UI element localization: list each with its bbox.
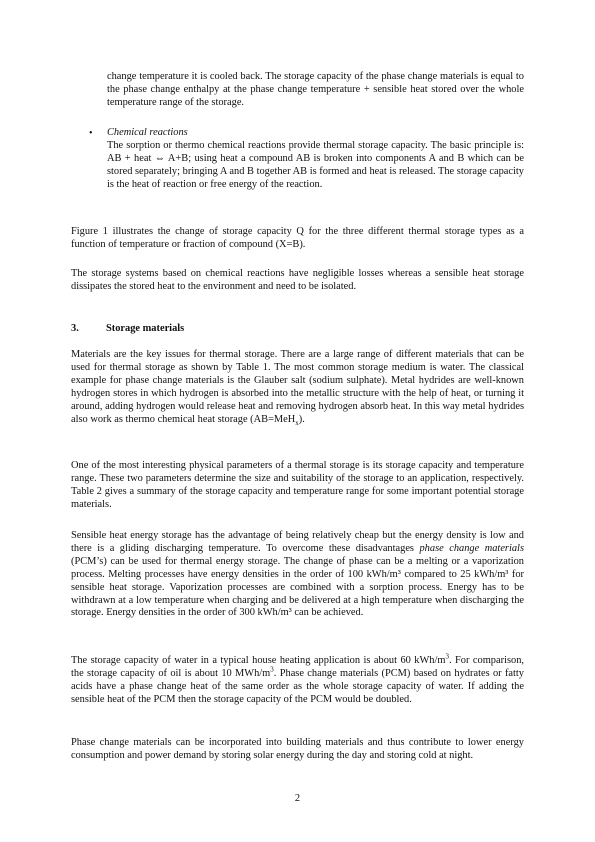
bullet-marker: • <box>89 128 93 139</box>
parameters-paragraph: One of the most interesting physical parameters of a thermal storage is its storage capacity and temperature range. These two parameters determine the size and suitability of the storage to an application, respectively. Table 2 gives a summary of the storage capacity and temperature range for some important potential storage materials. <box>71 460 524 510</box>
chemical-reactions-text: The sorption or thermo chemical reactions provide thermal storage capacity. The basic principle is: AB + heat ⇔ A+B; using heat a compound AB is broken into components A and B which can be stored separately; bringing A and B together AB is formed and heat is released. The storage capacity is the heat of reaction or free energy of the reaction. <box>107 139 524 190</box>
section-heading <box>71 323 184 336</box>
chemical-reactions-title: Chemical reactions <box>107 127 188 138</box>
figure1-paragraph: Figure 1 illustrates the change of storage capacity Q for the three different thermal storage types as a function of temperature or fraction of compound (X=B). <box>71 226 524 250</box>
section-number: 3. <box>71 323 79 334</box>
sensible-heat-paragraph: Sensible heat energy storage has the advantage of being relatively cheap but the energy density is low and there is a gliding discharging temperature. To overcome these disadvantages phase change materials (PCM’s) can be used for thermal energy storage. The change of phase can be a melting or a vaporization process. Melting processes have energy densities in the order of 100 kWh/m³ compared to 25 kWh/m³ for sensible heat storage. Vaporization processes are combined with a sorption process. Energy has to be withdrawn at a low temperature when charging and be delivered at a high temperature when discharging the storage. Energy densities in the order of 300 kWh/m³ can be achieved. <box>71 530 524 619</box>
page-number: 2 <box>294 793 301 804</box>
building-materials-paragraph: Phase change materials can be incorporated into building materials and thus contribute to lower energy consumption and power demand by storing solar energy during the day and storing cold at night. <box>71 737 524 761</box>
section-title: Storage materials <box>106 323 185 334</box>
losses-paragraph: The storage systems based on chemical reactions have negligible losses whereas a sensible heat storage dissipates the stored heat to the environment and need to be isolated. <box>71 268 524 292</box>
continued-paragraph: change temperature it is cooled back. The storage capacity of the phase change materials is equal to the phase change enthalpy at the phase change temperature + sensible heat stored over the whole temperature range of the storage. <box>107 71 524 108</box>
chemical-reactions-item <box>107 127 524 192</box>
water-capacity-paragraph: The storage capacity of water in a typical house heating application is about 60 kWh/$m^3$. For comparison, the storage capacity of oil is about 10 MWh/$m^3$. Phase change materials (PCM) based on hydrates or fatty acids have a phase change heat of the same order as the whole storage capacity of water. If adding the sensible heat of the PCM then the storage capacity of the PCM would be doubled. <box>71 652 524 705</box>
materials-paragraph: Materials are the key issues for thermal storage. There are a large range of different materials that can be used for thermal storage as shown by Table 1. The most common storage medium is water. The classical example for phase change materials is the Glauber salt (sodium sulphate). Metal hydrides are well-known hydrogen stores in which hydrogen is absorbed into the metallic structure with the help of heat, or turning it around, adding hydrogen would release heat and removing hydrogen absorb heat. In this way metal hydrides also work as thermo chemical heat storage (AB=MeH$_x$). <box>71 349 524 427</box>
